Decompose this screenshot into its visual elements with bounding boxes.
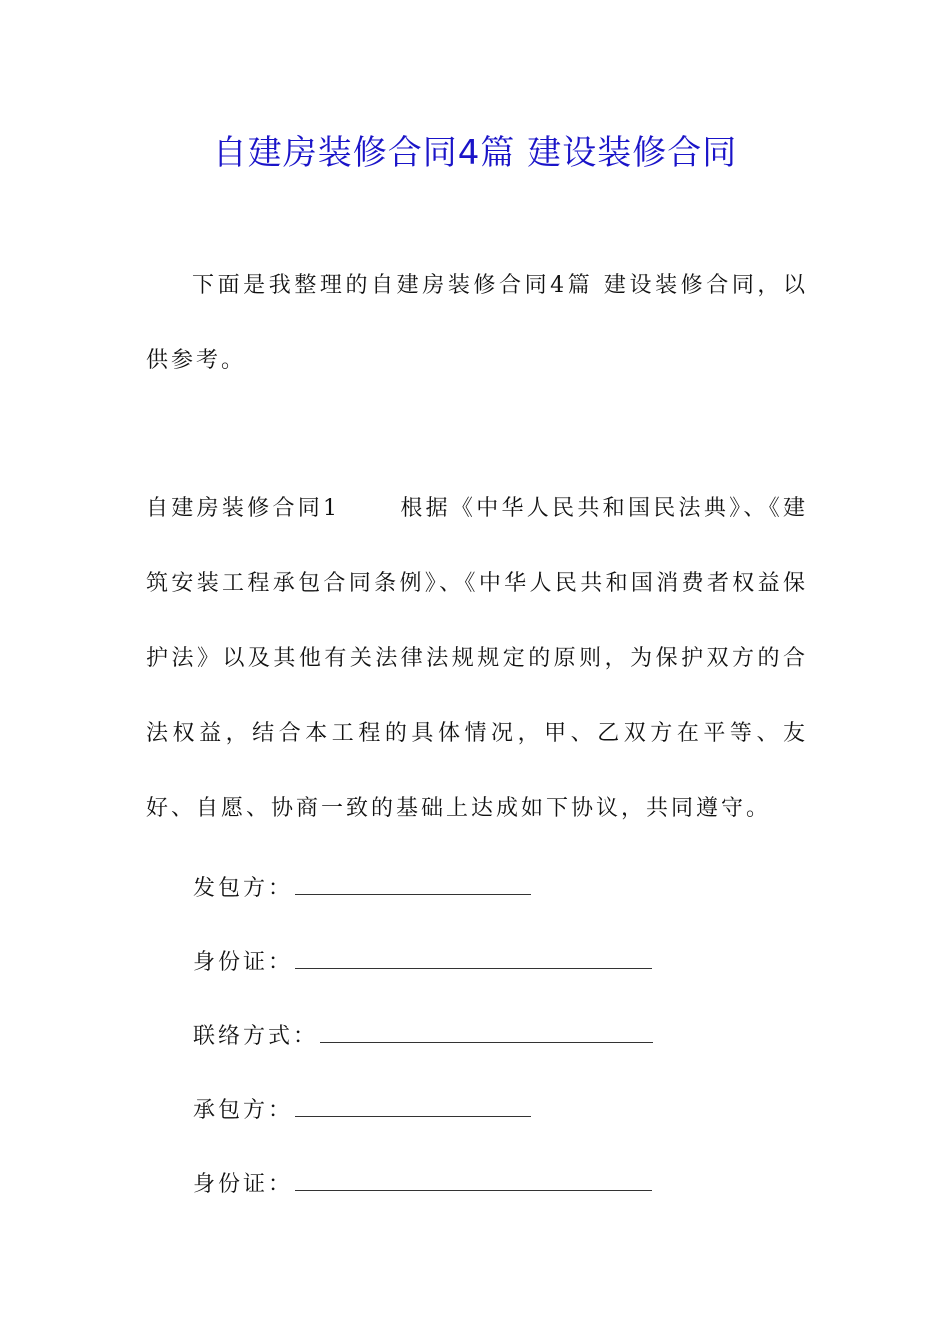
document-title: 自建房装修合同4篇 建设装修合同: [212, 133, 738, 173]
field-employer-id-label: 身份证：: [193, 950, 294, 975]
section1-body: 根据《中华人民共和国民法典》、《建筑安装工程承包合同条例》、《中华人民共和国消费者权益保护法》以及其他有关法律法规规定的原则，为保护双方的合法权益，结合本工程的具体情况，甲、乙双方在平等、友好、自愿、协商一致的基础上达成如下协议，共同遵守。: [146, 496, 808, 821]
section1-paragraph: [146, 471, 808, 846]
field-contractor-label: 承包方：: [193, 1098, 294, 1123]
field-contact: [193, 1014, 653, 1057]
field-contact-label: 联络方式：: [193, 1024, 319, 1049]
field-employer-id: [193, 940, 652, 983]
field-employer-blank: [295, 866, 531, 895]
field-contractor-blank: [295, 1088, 531, 1117]
field-contractor-id-blank: [295, 1162, 652, 1191]
field-employer-label: 发包方：: [193, 876, 294, 901]
field-contact-blank: [320, 1014, 653, 1043]
intro-paragraph: 下面是我整理的自建房装修合同4篇 建设装修合同，以供参考。: [146, 273, 808, 373]
section1-heading: 自建房装修合同1: [146, 496, 341, 521]
field-contractor: [193, 1088, 531, 1131]
field-contractor-id: [193, 1162, 652, 1205]
field-contractor-id-label: 身份证：: [193, 1172, 294, 1197]
field-employer: [193, 866, 531, 909]
field-employer-id-blank: [295, 940, 652, 969]
